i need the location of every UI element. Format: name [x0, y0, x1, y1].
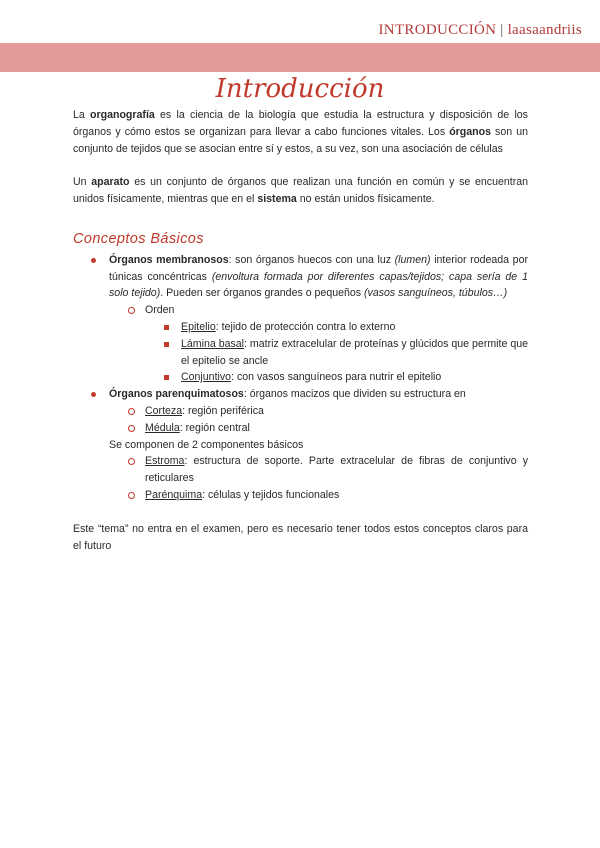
bullet-square	[164, 375, 169, 380]
footer-note: Este “tema” no entra en el examen, pero es necesario tener todos estos conceptos claros para el futuro	[73, 522, 528, 552]
term-sistema: sistema	[257, 193, 297, 206]
components-intro: Se componen de 2 componentes básicos	[109, 438, 304, 451]
intro-paragraph-2: Un aparato es un conjunto de órganos que realizan una función en común y se encuentran unidos físicamente, mientras que en el sistema no están unidos físicamente.	[73, 176, 528, 206]
term-aparato: aparato	[91, 176, 130, 189]
bullet-dot	[91, 258, 96, 263]
section-heading: Conceptos Básicos	[73, 230, 204, 247]
list-item-parenquimatosos: Órganos parenquimatosos: órganos macizos que dividen su estructura en	[73, 386, 528, 403]
document-body	[73, 107, 528, 554]
bullet-circle	[128, 425, 135, 432]
bullet-circle	[128, 492, 135, 499]
page-title: Introducción	[215, 74, 385, 104]
header-band	[0, 43, 600, 72]
term-organos: órganos	[449, 125, 491, 138]
list-item-orden: Orden	[73, 302, 528, 319]
bullet-circle	[128, 408, 135, 415]
list-item-layer: Lámina basal: matriz extracelular de proteínas y glúcidos que permite que el epitelio se ancle	[73, 336, 528, 370]
list-item-component: Estroma: estructura de soporte. Parte extracelular de fibras de conjuntivo y reticulares	[73, 453, 528, 487]
list-item-part: Médula: región central	[73, 420, 528, 437]
bullet-square	[164, 325, 169, 330]
header-section: INTRODUCCIÓN	[378, 22, 497, 38]
bullet-square	[164, 342, 169, 347]
bullet-dot	[91, 392, 96, 397]
header-separator: |	[500, 22, 504, 38]
list-item-layer: Conjuntivo: con vasos sanguíneos para nutrir el epitelio	[73, 369, 528, 386]
intro-paragraph-1: La organografía es la ciencia de la biología que estudia la estructura y disposición de los órganos y cómo estos se organizan para llevar a cabo funciones vitales. Los órganos son un conjunto de tejidos que se asocian entre sí y estos, a su vez, son una asociación de células	[73, 109, 528, 155]
bullet-circle	[128, 307, 135, 314]
list-item-part: Corteza: región periférica	[73, 403, 528, 420]
header-author: laasaandriis	[507, 22, 582, 38]
list-item-membranosos: Órganos membranosos: son órganos huecos con una luz (lumen) interior rodeada por túnicas concéntricas (envoltura formada por diferentes capas/tejidos; capa sería de 1 solo tejido). Pueden ser órganos grandes o pequeños (vasos sanguíneos, túbulos…)	[73, 252, 528, 302]
term-organografia: organografía	[90, 109, 155, 121]
bullet-circle	[128, 458, 135, 465]
list-item-component: Parénquima: células y tejidos funcionales	[73, 487, 528, 504]
page-header	[379, 22, 582, 39]
list-item-layer: Epitelio: tejido de protección contra lo externo	[73, 319, 528, 336]
